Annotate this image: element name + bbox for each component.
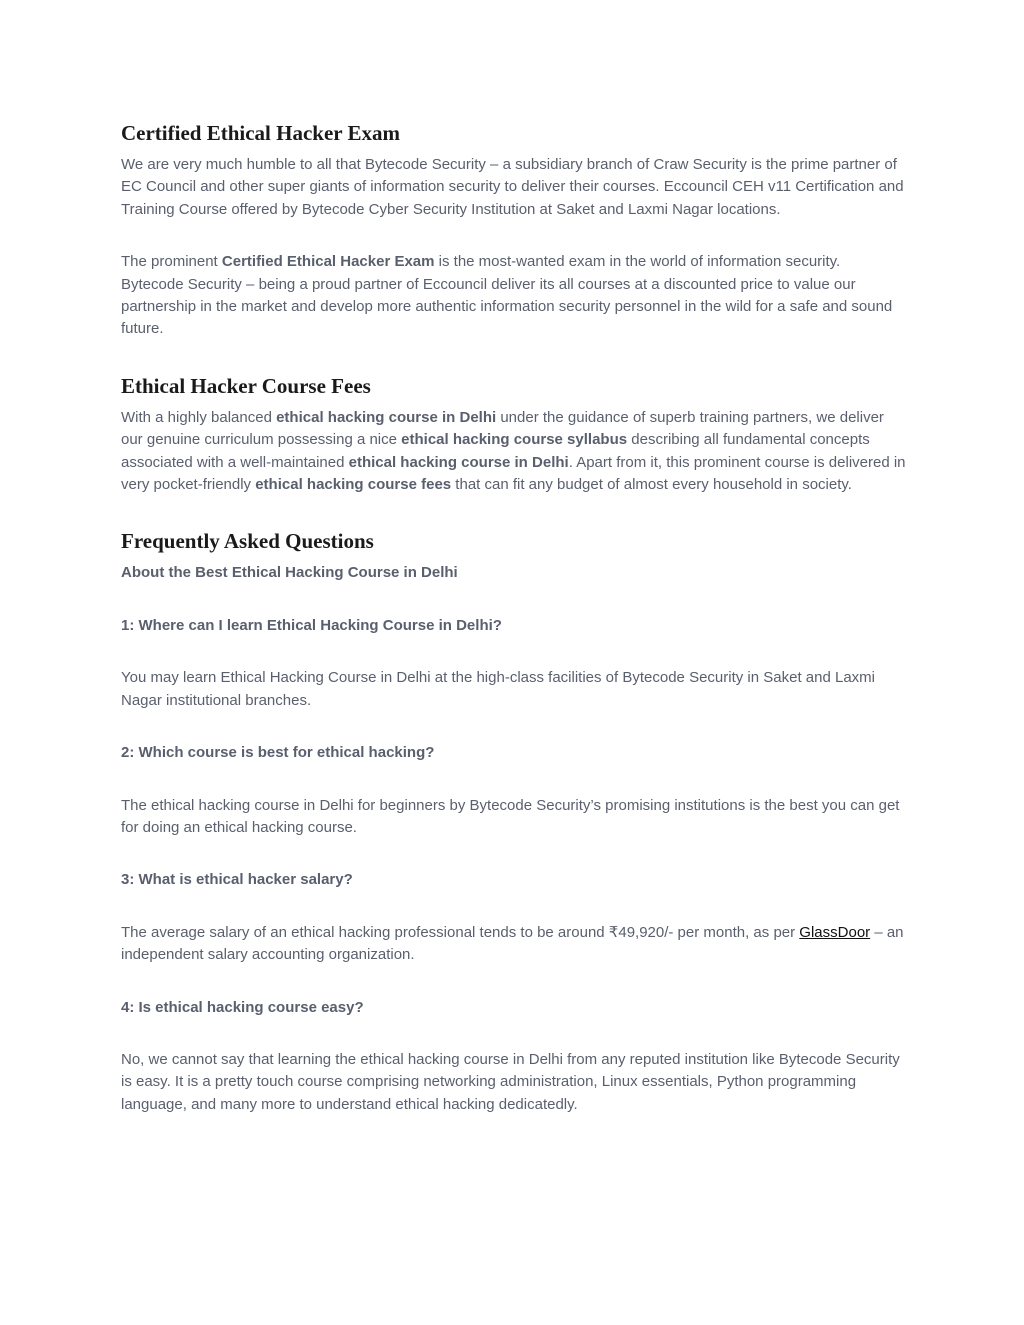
text-run: is the most-wanted exam in the world of information security. Bytecode Security – being a proud partner of Eccouncil deliver its all courses at a discounted price to value our partnership in the market and develop more authentic information security personnel in the wild for a safe and sound future. <box>121 253 893 338</box>
text-run: – an independent salary accounting organization. <box>121 923 904 964</box>
bold-ceh-exam: Certified Ethical Hacker Exam <box>221 253 435 271</box>
faq-question-4: 4: Is ethical hacking course easy? <box>121 998 364 1016</box>
paragraph-intro: We are very much humble to all that Bytecode Security – a subsidiary branch of Craw Security is the prime partner of EC Council and other super giants of information security to deliver their courses. Eccouncil CEH v11 Certification and Training Course offered by Bytecode Cyber Security Institution at Saket and Laxmi Nagar locations. <box>121 156 904 218</box>
bold-course-delhi: ethical hacking course in Delhi <box>276 408 497 426</box>
text-run: . Apart from it, this prominent course is delivered in very pocket-friendly <box>121 453 906 494</box>
faq-answer-4: No, we cannot say that learning the ethical hacking course in Delhi from any reputed institution like Bytecode Security is easy. It is a pretty touch course comprising networking administration, Linux essentials, Python programming language, and many more to understand ethical hacking dedicatedly. <box>121 1050 900 1113</box>
faq-question-2: 2: Which course is best for ethical hacking? <box>121 744 435 762</box>
text-run: The prominent <box>121 253 222 271</box>
bold-course-delhi-2: ethical hacking course in Delhi <box>348 453 569 471</box>
heading-faq: Frequently Asked Questions <box>121 529 374 554</box>
faq-question-3: 3: What is ethical hacker salary? <box>121 871 353 889</box>
faq-answer-2: The ethical hacking course in Delhi for beginners by Bytecode Security’s promising institutions is the best you can get for doing an ethical hacking course. <box>121 796 900 836</box>
faq-answer-3 <box>121 922 906 967</box>
text-run: The average salary of an ethical hacking professional tends to be around ₹49,920/- per month, as per <box>121 923 800 941</box>
glassdoor-link[interactable]: GlassDoor <box>799 923 871 941</box>
text-run: With a highly balanced <box>121 408 277 426</box>
paragraph-prominent-exam <box>121 251 906 341</box>
faq-question-1: 1: Where can I learn Ethical Hacking Course in Delhi? <box>121 616 502 634</box>
heading-ceh-exam: Certified Ethical Hacker Exam <box>121 121 400 145</box>
document-page <box>121 118 906 1116</box>
faq-answer-1: You may learn Ethical Hacking Course in Delhi at the high-class facilities of Bytecode Security in Saket and Laxmi Nagar institutional branches. <box>121 669 875 709</box>
text-run: under the guidance of superb training partners, we deliver our genuine curriculum possessing a nice <box>121 408 884 449</box>
bold-course-syllabus: ethical hacking course syllabus <box>401 431 628 449</box>
faq-subheading: About the Best Ethical Hacking Course in Delhi <box>121 564 458 582</box>
bold-course-fees: ethical hacking course fees <box>255 476 452 494</box>
paragraph-course-fees <box>121 407 906 497</box>
text-run: describing all fundamental concepts associated with a well-maintained <box>121 431 870 471</box>
heading-course-fees: Ethical Hacker Course Fees <box>121 373 371 398</box>
text-run: that can fit any budget of almost every household in society. <box>451 476 852 494</box>
